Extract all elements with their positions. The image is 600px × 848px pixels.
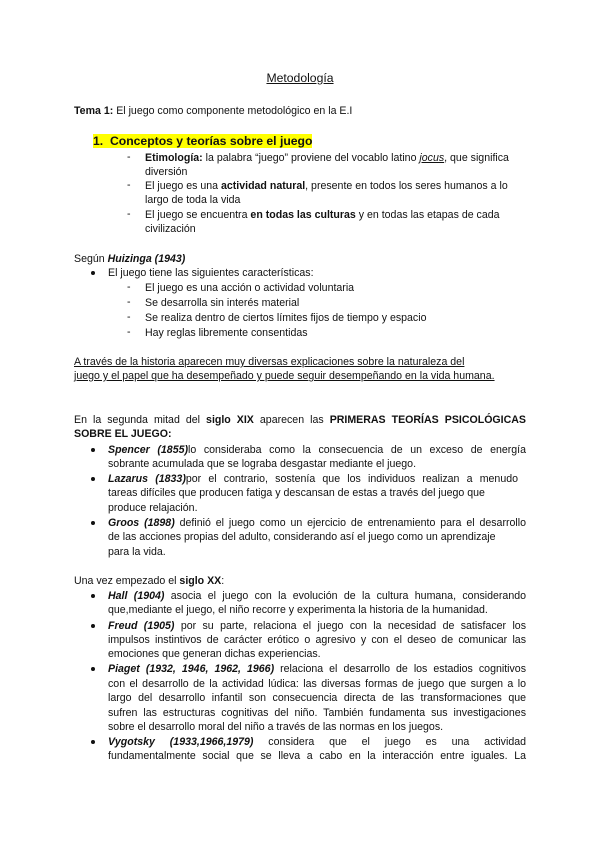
- bullet-dot: [91, 521, 95, 525]
- bullet-dot: [91, 740, 95, 744]
- teoria-piaget: Piaget (1932, 1946, 1962, 1966) relaciona el desarrollo de los estadios cognitivos: [108, 663, 526, 675]
- caracteristicas-intro: El juego tiene las siguientes características:: [108, 267, 314, 279]
- teoria-spencer-cont: sobrante acumulada que se lograba desgastar mediante el juego.: [108, 458, 417, 470]
- dash-marker: -: [127, 326, 131, 338]
- teoria-piaget-cont: sufren las estructuras cognitivas del niño. También fundamenta sus investigaciones: [108, 707, 526, 719]
- caracteristica-item: Se desarrolla sin interés material: [145, 297, 300, 309]
- teoria-lazarus-cont: tareas difíciles que producen fatiga y descansan de estas a través del juego que: [108, 487, 485, 499]
- huizinga-line: Según Huizinga (1943): [74, 253, 186, 265]
- dash-marker: -: [127, 208, 131, 220]
- caracteristica-item: Se realiza dentro de ciertos límites fijos de tiempo y espacio: [145, 312, 427, 324]
- historia-line-2: juego y el papel que ha desempeñado y puede seguir desempeñando en la vida humana.: [74, 370, 495, 382]
- page-title: Metodología: [266, 71, 334, 85]
- teoria-groos-cont: de las acciones propias del adulto, considerando así el juego como un aprendizaje: [108, 531, 496, 543]
- caracteristica-item: Hay reglas libremente consentidas: [145, 327, 308, 339]
- teoria-groos-cont: para la vida.: [108, 546, 166, 558]
- dash-item-1-cont: diversión: [145, 166, 188, 178]
- teoria-vygotsky: Vygotsky (1933,1966,1979) considera que el juego es una actividad: [108, 736, 526, 748]
- teoria-freud-cont: impulsos instintivos de carácter erótico o agresivo y con el deseo de comunicar las: [108, 634, 526, 646]
- teoria-piaget-cont: sobre el desarrollo moral del niño a través de las normas en los juegos.: [108, 721, 444, 733]
- dash-item-3-cont: civilización: [145, 223, 196, 235]
- siglo20-line: Una vez empezado el siglo XX:: [74, 575, 225, 587]
- dash-item-3: El juego se encuentra en todas las culturas y en todas las etapas de cada: [145, 209, 500, 221]
- siglo19-line-1: En la segunda mitad del siglo XIX aparecen las PRIMERAS TEORÍAS PSICOLÓGICAS: [74, 414, 526, 426]
- caracteristica-item: El juego es una acción o actividad voluntaria: [145, 282, 355, 294]
- teoria-hall: Hall (1904) asocia el juego con la evolución de la cultura humana, considerando: [108, 590, 526, 602]
- dash-marker: -: [127, 311, 131, 323]
- teoria-groos: Groos (1898) definió el juego como un ejercicio de entrenamiento para el desarrollo: [108, 517, 526, 529]
- teoria-spencer: Spencer (1855)lo consideraba como la consecuencia de un exceso de energía: [108, 444, 526, 456]
- bullet-dot: [91, 271, 95, 275]
- teoria-vygotsky-cont: fundamentalmente social que se lleva a cabo en la interacción entre iguales. La: [108, 750, 526, 762]
- dash-item-1: Etimología: la palabra “juego” proviene del vocablo latino jocus, que significa: [145, 152, 509, 164]
- dash-marker: -: [127, 281, 131, 293]
- teoria-piaget-cont: largo del desarrollo infantil son consecuencia directa de las transformaciones que: [108, 692, 526, 704]
- bullet-dot: [91, 667, 95, 671]
- dash-marker: -: [127, 296, 131, 308]
- siglo19-line-2: SOBRE EL JUEGO:: [74, 428, 172, 440]
- teoria-piaget-cont: con el desarrollo de la actividad lúdica: las diversas formas de juego que surgen a lo: [108, 678, 526, 690]
- tema-line: [74, 104, 352, 118]
- historia-line-1: A través de la historia aparecen muy diversas explicaciones sobre la naturaleza del: [74, 356, 465, 368]
- bullet-dot: [91, 448, 95, 452]
- dash-item-2-cont: largo de toda la vida: [145, 194, 241, 206]
- bullet-dot: [91, 477, 95, 481]
- teoria-lazarus-cont: produce relajación.: [108, 502, 198, 514]
- bullet-dot: [91, 594, 95, 598]
- dash-item-2: El juego es una actividad natural, presente en todos los seres humanos a lo: [145, 180, 508, 192]
- teoria-lazarus: Lazarus (1833)por el contrario, sostenía que los individuos realizan a menudo: [108, 473, 518, 485]
- section-heading: [93, 134, 312, 149]
- bullet-dot: [91, 624, 95, 628]
- teoria-hall-cont: que,mediante el juego, el niño recorre y experimenta la historia de la humanidad.: [108, 604, 488, 616]
- section-number: 1.: [93, 134, 104, 148]
- teoria-freud: Freud (1905) por su parte, relaciona el juego con la necesidad de satisfacer los: [108, 620, 526, 632]
- teoria-freud-cont: emociones que generan dichas experiencias.: [108, 648, 321, 660]
- tema-label: Tema 1:: [74, 105, 114, 117]
- dash-marker: -: [127, 179, 131, 191]
- tema-text: El juego como componente metodológico en la E.I: [113, 105, 353, 117]
- section-title: Conceptos y teorías sobre el juego: [109, 134, 313, 148]
- dash-marker: -: [127, 151, 131, 163]
